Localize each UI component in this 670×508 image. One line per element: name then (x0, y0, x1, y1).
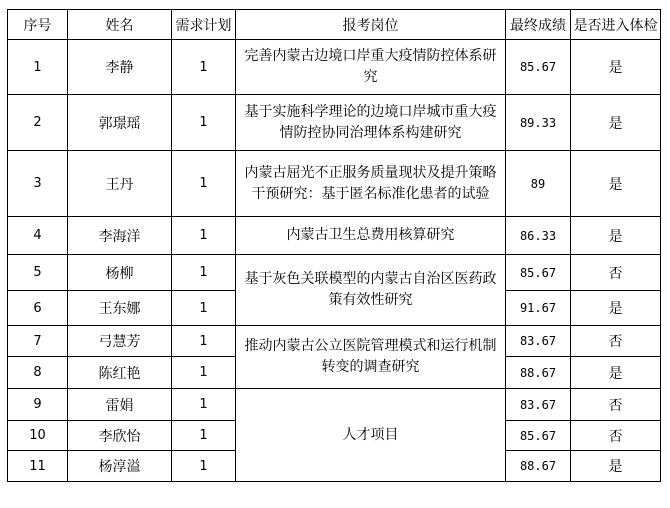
cell-name: 李静 (68, 40, 172, 95)
cell-plan: 1 (172, 421, 236, 451)
cell-exam: 是 (571, 95, 661, 151)
cell-exam: 是 (571, 217, 661, 255)
cell-name: 雷娟 (68, 389, 172, 421)
cell-score: 88.67 (506, 357, 571, 389)
cell-exam: 是 (571, 357, 661, 389)
cell-plan: 1 (172, 389, 236, 421)
cell-name: 王东娜 (68, 291, 172, 326)
cell-plan: 1 (172, 151, 236, 217)
cell-name: 杨淳溢 (68, 451, 172, 482)
header-post: 报考岗位 (236, 10, 506, 40)
cell-name: 弓慧芳 (68, 326, 172, 357)
cell-no: 1 (8, 40, 68, 95)
cell-post: 人才项目 (236, 389, 506, 482)
cell-no: 2 (8, 95, 68, 151)
cell-no: 4 (8, 217, 68, 255)
cell-name: 杨柳 (68, 255, 172, 291)
cell-no: 10 (8, 421, 68, 451)
header-name: 姓名 (68, 10, 172, 40)
table-row (8, 40, 661, 95)
cell-exam: 否 (571, 326, 661, 357)
cell-plan: 1 (172, 217, 236, 255)
cell-post: 推动内蒙古公立医院管理模式和运行机制转变的调查研究 (236, 326, 506, 389)
cell-score: 91.67 (506, 291, 571, 326)
cell-plan: 1 (172, 451, 236, 482)
cell-no: 9 (8, 389, 68, 421)
cell-plan: 1 (172, 326, 236, 357)
table-row (8, 389, 661, 421)
cell-name: 郭璟瑶 (68, 95, 172, 151)
table-row (8, 217, 661, 255)
cell-post: 内蒙古卫生总费用核算研究 (236, 217, 506, 255)
cell-exam: 否 (571, 255, 661, 291)
cell-score: 86.33 (506, 217, 571, 255)
header-exam: 是否进入体检 (571, 10, 661, 40)
cell-plan: 1 (172, 357, 236, 389)
cell-exam: 是 (571, 291, 661, 326)
cell-score: 83.67 (506, 389, 571, 421)
cell-plan: 1 (172, 255, 236, 291)
cell-no: 5 (8, 255, 68, 291)
table-row (8, 255, 661, 291)
cell-exam: 是 (571, 40, 661, 95)
table-row (8, 326, 661, 357)
cell-post: 完善内蒙古边境口岸重大疫情防控体系研究 (236, 40, 506, 95)
table-row (8, 151, 661, 217)
cell-plan: 1 (172, 291, 236, 326)
results-table (7, 9, 661, 482)
table-row (8, 95, 661, 151)
cell-exam: 是 (571, 451, 661, 482)
cell-plan: 1 (172, 95, 236, 151)
cell-score: 89.33 (506, 95, 571, 151)
cell-exam: 否 (571, 421, 661, 451)
cell-name: 李欣怡 (68, 421, 172, 451)
cell-no: 3 (8, 151, 68, 217)
header-row (8, 10, 661, 40)
cell-score: 85.67 (506, 255, 571, 291)
cell-score: 83.67 (506, 326, 571, 357)
cell-no: 8 (8, 357, 68, 389)
cell-score: 88.67 (506, 451, 571, 482)
cell-score: 89 (506, 151, 571, 217)
cell-name: 王丹 (68, 151, 172, 217)
header-score: 最终成绩 (506, 10, 571, 40)
cell-no: 7 (8, 326, 68, 357)
cell-exam: 否 (571, 389, 661, 421)
cell-no: 6 (8, 291, 68, 326)
cell-name: 李海洋 (68, 217, 172, 255)
cell-post: 基于实施科学理论的边境口岸城市重大疫情防控协同治理体系构建研究 (236, 95, 506, 151)
cell-no: 11 (8, 451, 68, 482)
cell-name: 陈红艳 (68, 357, 172, 389)
cell-post: 基于灰色关联模型的内蒙古自治区医药政策有效性研究 (236, 255, 506, 326)
header-no: 序号 (8, 10, 68, 40)
cell-score: 85.67 (506, 421, 571, 451)
cell-plan: 1 (172, 40, 236, 95)
cell-exam: 是 (571, 151, 661, 217)
cell-score: 85.67 (506, 40, 571, 95)
cell-post: 内蒙古屈光不正服务质量现状及提升策略干预研究：基于匿名标准化患者的试验 (236, 151, 506, 217)
header-plan: 需求计划 (172, 10, 236, 40)
